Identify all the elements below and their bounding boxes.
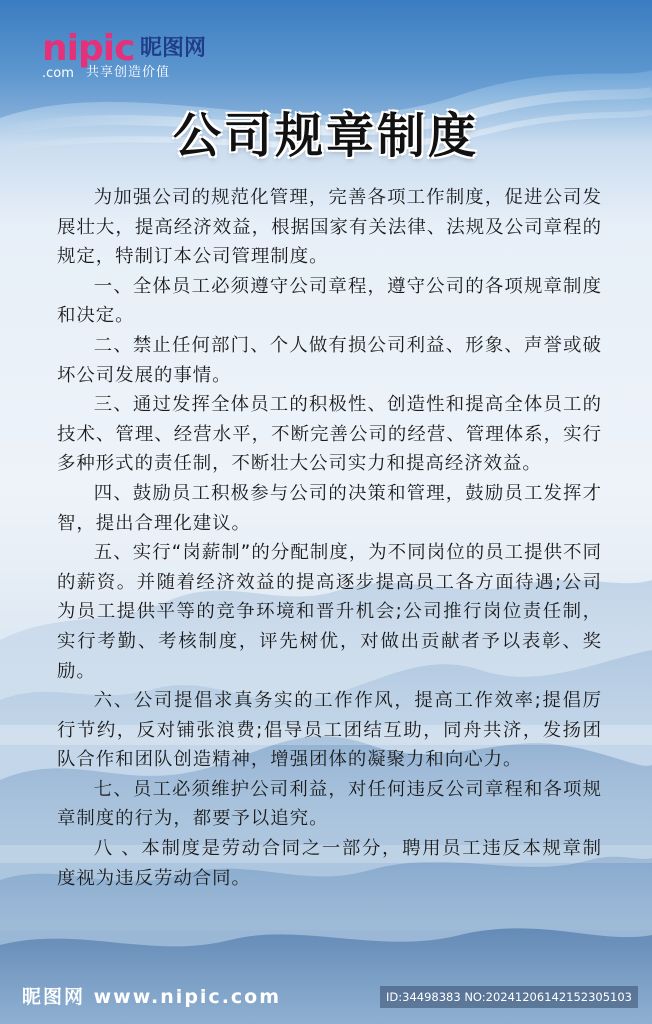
- paragraph-intro: 为加强公司的规范化管理，完善各项工作制度，促进公司发展壮大，提高经济效益，根据国家有关法律、法规及公司章程的规定，特制订本公司管理制度。: [57, 187, 602, 268]
- paragraph-7: 七、员工必须维护公司利益，对任何违反公司章程和各项规章制度的行为，都要予以追究。: [57, 778, 602, 830]
- paragraph-1: 一、全体员工必须遵守公司章程，遵守公司的各项规章制度和决定。: [57, 275, 602, 327]
- paragraph-3: 三、通过发挥全体员工的积极性、创造性和提高全体员工的技术、管理、经营水平，不断完善公司的经营、管理体系，实行多种形式的责任制，不断壮大公司实力和提高经济效益。: [57, 394, 602, 475]
- logo-brand-cn: 昵图网: [140, 36, 207, 61]
- regulations-body: [57, 183, 602, 893]
- image-id-label: ID:34498383 NO:20241206142152305103: [380, 986, 638, 1008]
- paragraph-4: 四、鼓励员工积极参与公司的决策和管理，鼓励员工发挥才智，提出合理化建议。: [57, 482, 602, 534]
- paragraph-6: 六、公司提倡求真务实的工作作风，提高工作效率;提倡厉行节约，反对铺张浪费;倡导员工团结互助，同舟共济，发扬团队合作和团队创造精神，增强团体的凝聚力和向心力。: [57, 690, 602, 771]
- logo-brand: nipic: [42, 28, 135, 69]
- logo-slogan: 共享创造价值: [86, 65, 171, 80]
- nipic-logo: [42, 30, 242, 90]
- page-title: 公司规章制度: [172, 108, 479, 164]
- paragraph-2: 二、禁止任何部门、个人做有损公司利益、形象、声誉或破坏公司发展的事情。: [57, 334, 602, 386]
- logo-domain-suffix: .com: [42, 66, 74, 81]
- footer-watermark: 昵图网 www.nipic.com: [22, 986, 282, 1008]
- paragraph-8: 八 、本制度是劳动合同之一部分，聘用员工违反本规章制度视为违反劳动合同。: [57, 838, 602, 889]
- paragraph-5: 五、实行“岗薪制”的分配制度，为不同岗位的员工提供不同的薪资。并随着经济效益的提高逐步提高员工各方面待遇;公司为员工提供平等的竞争环境和晋升机会;公司推行岗位责任制，实行考勤、考核制度，评先树优，对做出贡献者予以表彰、奖励。: [57, 542, 602, 682]
